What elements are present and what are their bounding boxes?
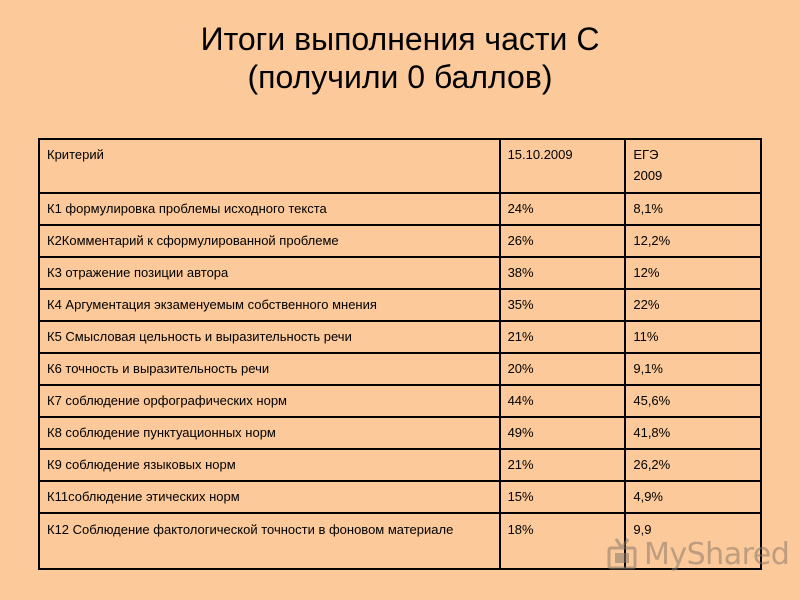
table-row [39,481,761,513]
slide-title-line-2: (получили 0 баллов) [247,59,553,95]
row-date-value: 21% [500,449,626,481]
row-date-value: 35% [500,289,626,321]
table-row [39,193,761,225]
row-exam-value: 8,1% [625,193,761,225]
row-date-value: 49% [500,417,626,449]
header-exam-line-1: ЕГЭ [633,147,659,162]
row-criterion: К7 соблюдение орфографических норм [39,385,500,417]
slide-title [0,20,800,96]
table-row [39,321,761,353]
row-criterion: К9 соблюдение языковых норм [39,449,500,481]
table-row [39,225,761,257]
row-criterion: К3 отражение позиции автора [39,257,500,289]
row-date-value: 18% [500,513,626,569]
table-header-row [39,139,761,193]
row-date-value: 20% [500,353,626,385]
row-date-value: 21% [500,321,626,353]
table-row [39,353,761,385]
row-exam-value: 41,8% [625,417,761,449]
row-date-value: 44% [500,385,626,417]
row-date-value: 15% [500,481,626,513]
table-row [39,449,761,481]
row-exam-value: 9,1% [625,353,761,385]
row-exam-value: 22% [625,289,761,321]
row-exam-value: 12,2% [625,225,761,257]
slide-title-line-1: Итоги выполнения части С [200,21,600,57]
row-criterion: К6 точность и выразительность речи [39,353,500,385]
table-row [39,289,761,321]
row-date-value: 24% [500,193,626,225]
row-criterion: К12 Соблюдение фактологической точности в фоновом материале [39,513,500,569]
row-exam-value: 4,9% [625,481,761,513]
row-criterion: К8 соблюдение пунктуационных норм [39,417,500,449]
table-row [39,385,761,417]
row-criterion: К4 Аргументация экзаменуемым собственного мнения [39,289,500,321]
header-criterion: Критерий [39,139,500,193]
row-exam-value: 9,9 [625,513,761,569]
row-exam-value: 45,6% [625,385,761,417]
table-row [39,417,761,449]
row-date-value: 38% [500,257,626,289]
header-exam-line-2: 2009 [633,168,663,183]
row-date-value: 26% [500,225,626,257]
row-criterion: К5 Смысловая цельность и выразительность речи [39,321,500,353]
table-row [39,257,761,289]
header-date: 15.10.2009 [500,139,626,193]
myshared-watermark [606,532,790,582]
myshared-logo-icon [606,536,640,572]
results-table [38,138,762,570]
row-criterion: К1 формулировка проблемы исходного текста [39,193,500,225]
row-criterion: К2Комментарий к сформулированной проблеме [39,225,500,257]
row-exam-value: 11% [625,321,761,353]
row-exam-value: 12% [625,257,761,289]
row-exam-value: 26,2% [625,449,761,481]
row-criterion: К11соблюдение этических норм [39,481,500,513]
myshared-watermark-text: MyShared [644,537,790,572]
header-exam [625,139,761,193]
